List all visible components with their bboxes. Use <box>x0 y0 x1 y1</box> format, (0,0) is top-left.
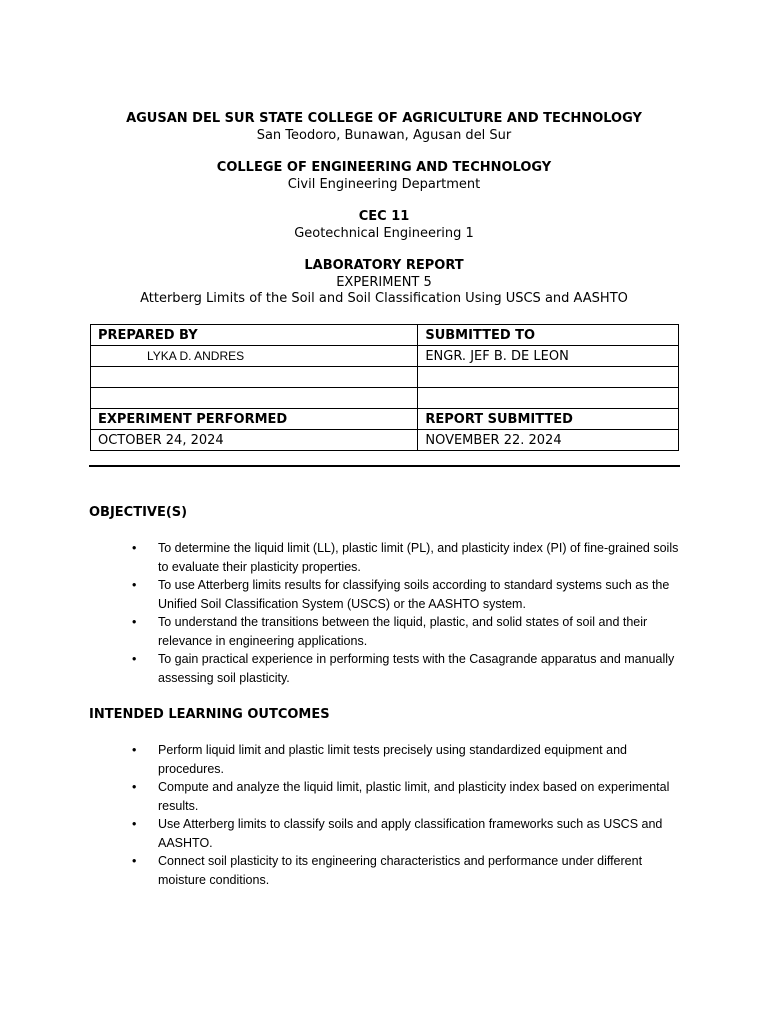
experiment-performed-value: OCTOBER 24, 2024 <box>91 430 418 451</box>
department-name: Civil Engineering Department <box>287 176 481 192</box>
report-info-table <box>90 324 679 451</box>
prepared-by-label: PREPARED BY <box>91 325 418 346</box>
horizontal-divider <box>89 465 680 467</box>
course-code: CEC 11 <box>358 209 410 224</box>
report-submitted-value: NOVEMBER 22. 2024 <box>418 430 679 451</box>
empty-cell <box>91 367 418 388</box>
list-item: • Compute and analyze the liquid limit, plastic limit, and plasticity index based on experimental results. <box>132 780 670 813</box>
bullet-icon: • <box>132 743 137 757</box>
experiment-performed-label: EXPERIMENT PERFORMED <box>91 409 418 430</box>
bullet-icon: • <box>132 817 137 831</box>
list-item: • Use Atterberg limits to classify soils and apply classification frameworks such as USCS and AASHTO. <box>132 817 663 850</box>
document-header <box>0 111 768 308</box>
outcomes-list <box>132 741 692 889</box>
report-submitted-label: REPORT SUBMITTED <box>418 409 679 430</box>
bullet-icon: • <box>132 780 137 794</box>
empty-cell <box>418 388 679 409</box>
empty-cell <box>91 388 418 409</box>
submitted-to-label: SUBMITTED TO <box>418 325 679 346</box>
bullet-icon: • <box>132 541 137 555</box>
bullet-icon: • <box>132 615 137 629</box>
bullet-icon: • <box>132 854 137 868</box>
empty-cell <box>418 367 679 388</box>
experiment-number: EXPERIMENT 5 <box>336 274 432 290</box>
experiment-title: Atterberg Limits of the Soil and Soil Classification Using USCS and AASHTO <box>140 291 628 306</box>
objectives-heading: OBJECTIVE(S) <box>89 505 188 520</box>
bullet-icon: • <box>132 652 137 666</box>
report-type: LABORATORY REPORT <box>304 258 464 273</box>
prepared-by-value: LYKA D. ANDRES <box>91 346 418 367</box>
list-item: • Connect soil plasticity to its engineering characteristics and performance under different moisture conditions. <box>132 854 643 887</box>
list-item: • To gain practical experience in performing tests with the Casagrande apparatus and manually assessing soil plasticity. <box>132 652 675 685</box>
outcomes-heading: INTENDED LEARNING OUTCOMES <box>89 707 330 722</box>
college-name: COLLEGE OF ENGINEERING AND TECHNOLOGY <box>216 160 552 175</box>
submitted-to-value: ENGR. JEF B. DE LEON <box>418 346 679 367</box>
list-item: • To use Atterberg limits results for classifying soils according to standard systems such as the Unified Soil Classification System (USCS) or the AASHTO system. <box>132 578 670 611</box>
bullet-icon: • <box>132 578 137 592</box>
objectives-list <box>132 539 692 687</box>
course-title: Geotechnical Engineering 1 <box>294 225 474 241</box>
list-item: • To determine the liquid limit (LL), plastic limit (PL), and plasticity index (PI) of fine-grained soils to evaluate their plasticity properties. <box>132 541 679 574</box>
school-name: AGUSAN DEL SUR STATE COLLEGE OF AGRICULTURE AND TECHNOLOGY <box>126 111 642 126</box>
list-item: • To understand the transitions between the liquid, plastic, and solid states of soil and their relevance in engineering applications. <box>132 615 648 648</box>
list-item: • Perform liquid limit and plastic limit tests precisely using standardized equipment and procedures. <box>132 743 627 776</box>
school-address: San Teodoro, Bunawan, Agusan del Sur <box>256 127 512 143</box>
